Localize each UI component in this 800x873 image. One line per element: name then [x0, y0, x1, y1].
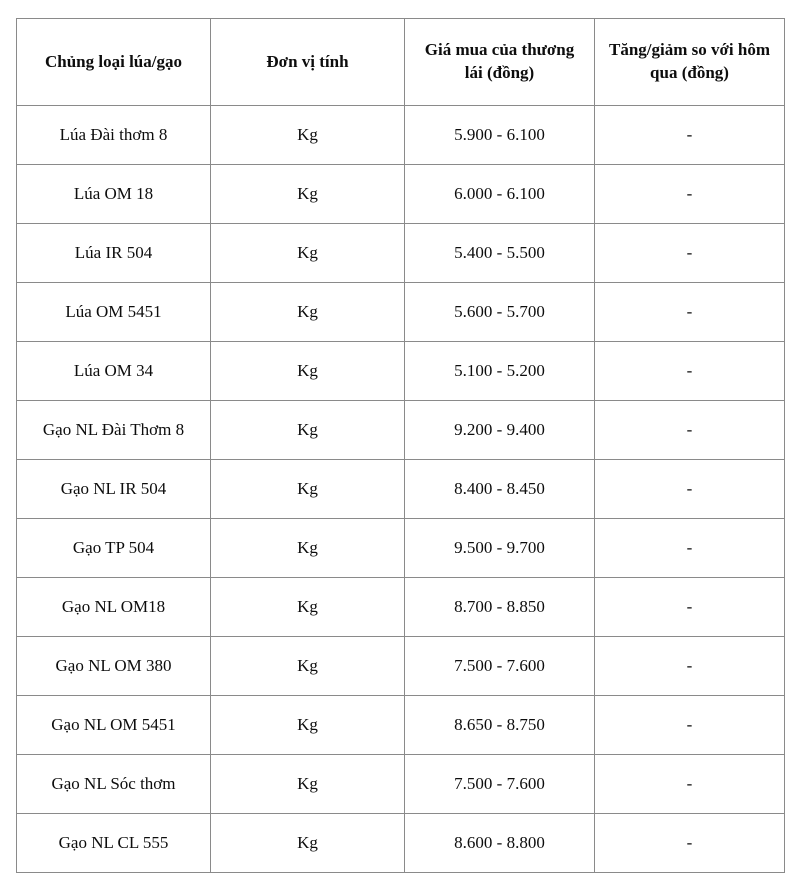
cell-price: 5.600 - 5.700: [405, 283, 595, 342]
cell-product: Lúa OM 5451: [17, 283, 211, 342]
cell-product: Lúa OM 34: [17, 342, 211, 401]
cell-price: 9.200 - 9.400: [405, 401, 595, 460]
column-header-change: Tăng/giảm so với hôm qua (đồng): [595, 19, 785, 106]
cell-unit: Kg: [211, 283, 405, 342]
cell-unit: Kg: [211, 519, 405, 578]
cell-change: -: [595, 401, 785, 460]
cell-unit: Kg: [211, 106, 405, 165]
table-row: [17, 519, 785, 578]
cell-product: Gạo NL Sóc thơm: [17, 755, 211, 814]
cell-product: Gạo NL OM 380: [17, 637, 211, 696]
column-header-price: Giá mua của thương lái (đồng): [405, 19, 595, 106]
cell-change: -: [595, 460, 785, 519]
cell-unit: Kg: [211, 460, 405, 519]
cell-change: -: [595, 165, 785, 224]
cell-product: Gạo NL OM 5451: [17, 696, 211, 755]
cell-unit: Kg: [211, 224, 405, 283]
table-row: [17, 342, 785, 401]
cell-price: 7.500 - 7.600: [405, 755, 595, 814]
table-row: [17, 637, 785, 696]
cell-price: 7.500 - 7.600: [405, 637, 595, 696]
cell-product: Gạo NL CL 555: [17, 814, 211, 873]
cell-price: 5.900 - 6.100: [405, 106, 595, 165]
cell-price: 5.400 - 5.500: [405, 224, 595, 283]
cell-change: -: [595, 224, 785, 283]
cell-change: -: [595, 342, 785, 401]
column-header-product: Chủng loại lúa/gạo: [17, 19, 211, 106]
cell-change: -: [595, 283, 785, 342]
table-body: [17, 106, 785, 873]
cell-change: -: [595, 814, 785, 873]
table-row: [17, 814, 785, 873]
column-header-unit: Đơn vị tính: [211, 19, 405, 106]
cell-product: Lúa Đài thơm 8: [17, 106, 211, 165]
table-row: [17, 460, 785, 519]
cell-change: -: [595, 755, 785, 814]
cell-price: 6.000 - 6.100: [405, 165, 595, 224]
table-header: [17, 19, 785, 106]
cell-change: -: [595, 637, 785, 696]
cell-unit: Kg: [211, 814, 405, 873]
cell-price: 8.650 - 8.750: [405, 696, 595, 755]
cell-unit: Kg: [211, 696, 405, 755]
table-row: [17, 165, 785, 224]
cell-change: -: [595, 696, 785, 755]
cell-unit: Kg: [211, 578, 405, 637]
table-row: [17, 578, 785, 637]
table-header-row: [17, 19, 785, 106]
cell-unit: Kg: [211, 637, 405, 696]
cell-price: 8.400 - 8.450: [405, 460, 595, 519]
table-row: [17, 106, 785, 165]
cell-price: 9.500 - 9.700: [405, 519, 595, 578]
rice-price-table: [16, 18, 785, 873]
table-row: [17, 696, 785, 755]
cell-unit: Kg: [211, 755, 405, 814]
cell-product: Gạo TP 504: [17, 519, 211, 578]
cell-change: -: [595, 578, 785, 637]
cell-product: Gạo NL Đài Thơm 8: [17, 401, 211, 460]
cell-change: -: [595, 519, 785, 578]
cell-price: 8.600 - 8.800: [405, 814, 595, 873]
table-row: [17, 283, 785, 342]
cell-unit: Kg: [211, 165, 405, 224]
cell-price: 8.700 - 8.850: [405, 578, 595, 637]
cell-product: Lúa IR 504: [17, 224, 211, 283]
table-row: [17, 755, 785, 814]
table-row: [17, 401, 785, 460]
cell-product: Gạo NL IR 504: [17, 460, 211, 519]
cell-unit: Kg: [211, 401, 405, 460]
cell-change: -: [595, 106, 785, 165]
cell-price: 5.100 - 5.200: [405, 342, 595, 401]
cell-unit: Kg: [211, 342, 405, 401]
table-row: [17, 224, 785, 283]
cell-product: Gạo NL OM18: [17, 578, 211, 637]
cell-product: Lúa OM 18: [17, 165, 211, 224]
